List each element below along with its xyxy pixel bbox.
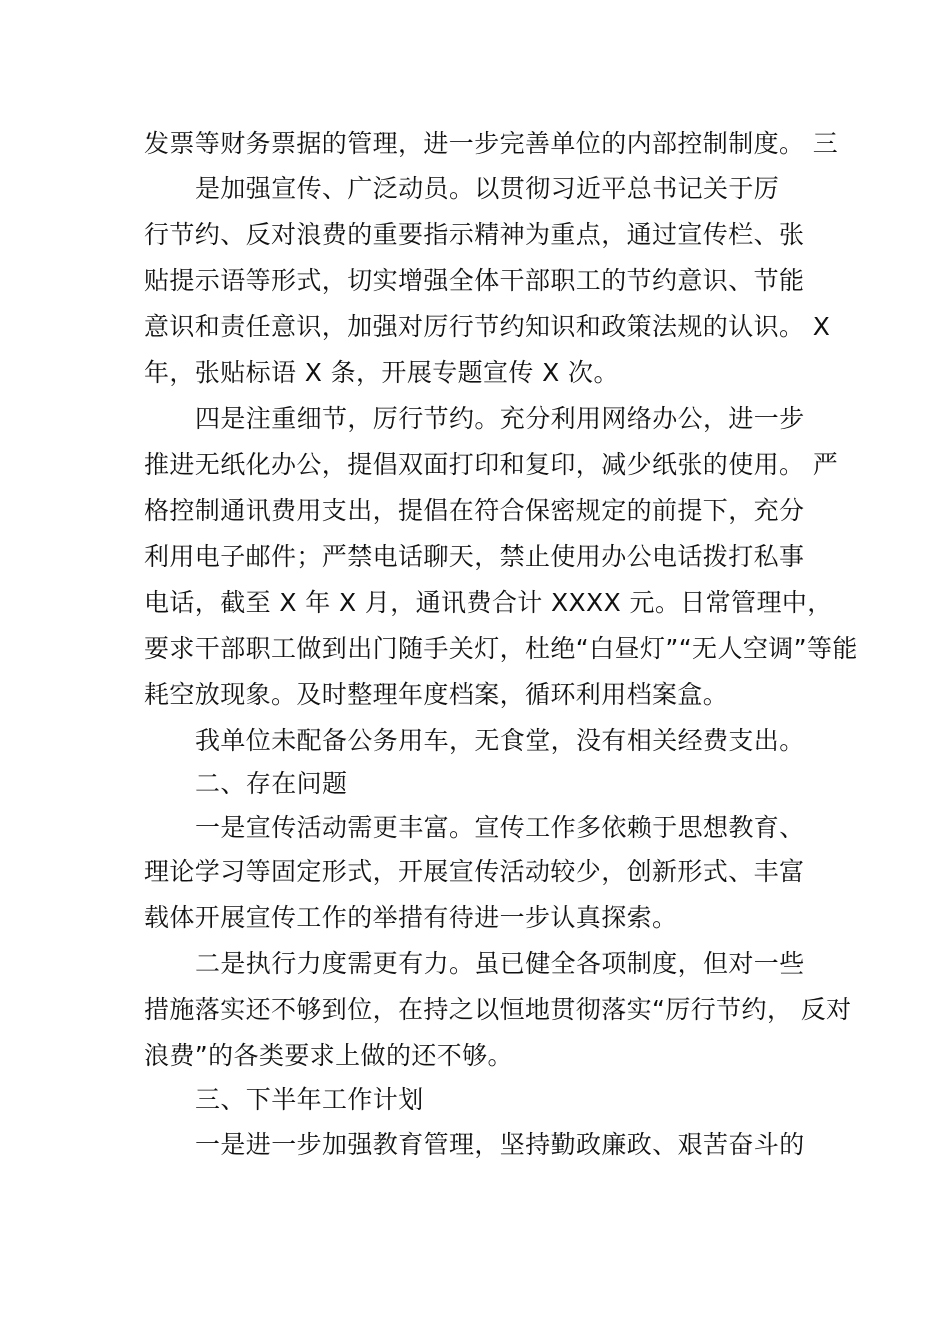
paragraph-first-line: 我单位未配备公务用车，无食堂，没有相关经费支出。 — [195, 726, 805, 755]
section-heading: 三、下半年工作计划 — [195, 1085, 424, 1114]
body-text-line: 发票等财务票据的管理，进一步完善单位的内部控制制度。 三 — [144, 129, 839, 158]
paragraph-first-line: 是加强宣传、广泛动员。以贯彻习近平总书记关于厉 — [195, 174, 780, 203]
body-text-line: 格控制通讯费用支出，提倡在符合保密规定的前提下，充分 — [144, 496, 805, 525]
body-text-line: 意识和责任意识，加强对厉行节约知识和政策法规的认识。 X — [144, 312, 831, 341]
body-text-line: 推进无纸化办公，提倡双面打印和复印，减少纸张的使用。 严 — [144, 450, 839, 479]
body-text-line: 措施落实还不够到位，在持之以恒地贯彻落实“厉行节约， 反对 — [144, 995, 852, 1024]
body-text-line: 要求干部职工做到出门随手关灯，杜绝“白昼灯”“无人空调”等能 — [144, 634, 858, 663]
body-text-line: 行节约、反对浪费的重要指示精神为重点，通过宣传栏、张 — [144, 220, 805, 249]
paragraph-first-line: 一是进一步加强教育管理，坚持勤政廉政、艰苦奋斗的 — [195, 1130, 805, 1159]
body-text-line: 浪费”的各类要求上做的还不够。 — [144, 1041, 513, 1070]
body-text-line: 载体开展宣传工作的举措有待进一步认真探索。 — [144, 903, 678, 932]
section-heading: 二、存在问题 — [195, 769, 348, 798]
body-text-line: 利用电子邮件；严禁电话聊天，禁止使用办公电话拨打私事 — [144, 542, 805, 571]
body-text-line: 贴提示语等形式，切实增强全体干部职工的节约意识、节能 — [144, 266, 805, 295]
body-text-line: 年，张贴标语 X 条，开展专题宣传 X 次。 — [144, 358, 619, 387]
body-text-line: 理论学习等固定形式，开展宣传活动较少，创新形式、丰富 — [144, 857, 805, 886]
body-text-line: 耗空放现象。及时整理年度档案，循环利用档案盒。 — [144, 680, 729, 709]
paragraph-first-line: 四是注重细节，厉行节约。充分利用网络办公，进一步 — [195, 404, 805, 433]
paragraph-first-line: 一是宣传活动需更丰富。宣传工作多依赖于思想教育、 — [195, 813, 805, 842]
body-text-line: 电话，截至 X 年 X 月，通讯费合计 XXXX 元。日常管理中， — [144, 588, 833, 617]
paragraph-first-line: 二是执行力度需更有力。虽已健全各项制度，但对一些 — [195, 949, 805, 978]
